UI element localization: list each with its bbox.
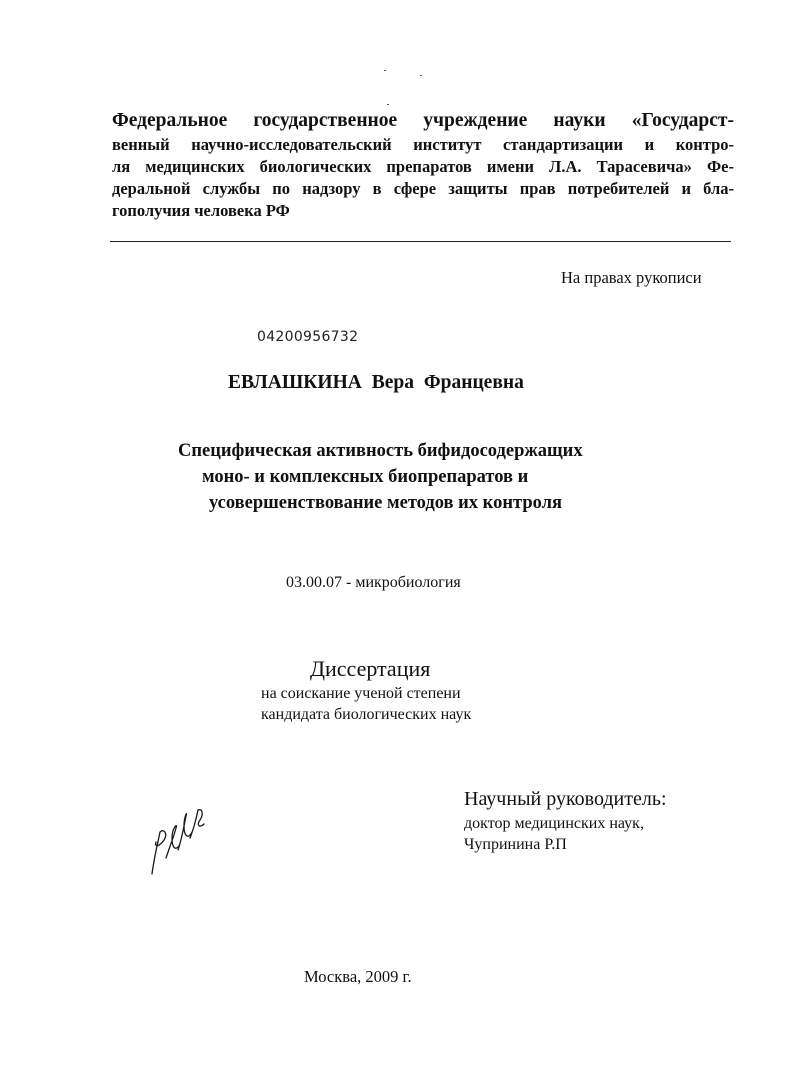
city-year: Москва, 2009 г. [304,967,412,986]
scan-speck [387,104,389,105]
supervisor-title: Научный руководитель: [464,788,667,810]
institution-line: венный научно-исследовательский институт стандартизации и контро- [112,135,734,154]
supervisor-name: Чупринина Р.П [464,836,567,853]
institution-line: Федеральное государственное учреждение науки «Государст- [112,110,734,131]
institution-header [112,107,734,222]
institution-line: гополучия человека РФ [112,201,290,220]
scan-speck [384,70,386,71]
specialty-code: 03.00.07 - микробиология [286,574,461,591]
author-name: ЕВЛАШКИНА Вера Францевна [228,372,524,393]
handwritten-signature [140,798,210,880]
topic-line: моно- и комплексных биопрепаратов и [202,467,529,487]
catalog-code: 04200956732 [257,329,359,345]
scan-speck [420,75,422,76]
institution-line: ля медицинских биологических препаратов имени Л.А. Тарасевича» Фе- [112,157,734,176]
rights-note: На правах рукописи [561,268,702,287]
topic-line: усовершенствование методов их контроля [209,493,562,513]
institution-line: деральной службы по надзору в сфере защиты прав потребителей и бла- [112,179,734,198]
work-type: Диссертация [310,656,431,681]
degree-line: на соискание ученой степени [261,685,461,702]
supervisor-degree: доктор медицинских наук, [464,815,644,832]
topic-line: Специфическая активность бифидосодержащих [178,441,583,461]
degree-line: кандидата биологических наук [261,706,472,723]
header-divider [110,241,731,242]
